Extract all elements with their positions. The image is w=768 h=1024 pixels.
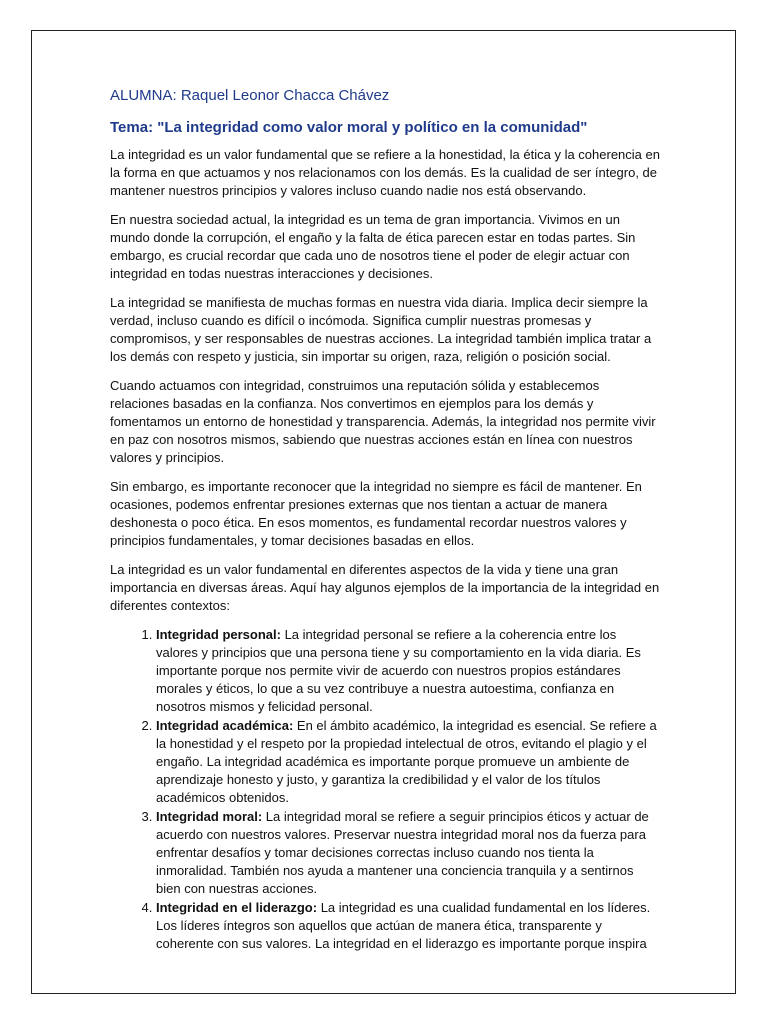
paragraph-2: En nuestra sociedad actual, la integridad es un tema de gran importancia. Vivimos en un mundo donde la corrupción, el engaño y la falta de ética parecen estar en todas partes. Sin embargo, es crucial recordar que cada uno de nosotros tiene el poder de elegir actuar con integridad en todas nuestras interacciones y decisiones.: [110, 212, 636, 281]
paragraph-4: Cuando actuamos con integridad, construimos una reputación sólida y establecemos relaciones basadas en la confianza. Nos convertimos en ejemplos para los demás y fomentamos un entorno de honestidad y transparencia. Además, la integridad nos permite vivir en paz con nosotros mismos, sabiendo que nuestras acciones están en línea con nuestros valores y principios.: [110, 378, 656, 465]
document-topic: Tema: "La integridad como valor moral y político en la comunidad": [110, 119, 588, 136]
paragraph-3: La integridad se manifiesta de muchas formas en nuestra vida diaria. Implica decir siempre la verdad, incluso cuando es difícil o incómoda. Significa cumplir nuestras promesas y compromisos, y ser responsables de nuestras acciones. La integridad también implica tratar a los demás con respeto y justicia, sin importar su origen, raza, religión o posición social.: [110, 295, 652, 364]
list-item-title: Integridad en el liderazgo:: [156, 900, 318, 915]
list-item-text: La integridad es una cualidad fundamental en los líderes. Los líderes íntegros son aquellos que actúan de manera ética, transparente y coherente con sus valores. La integridad en el liderazgo es importante porque inspira: [156, 900, 651, 951]
document-body: [110, 86, 660, 954]
paragraph-6: La integridad es un valor fundamental en diferentes aspectos de la vida y tiene una gran importancia en diversas áreas. Aquí hay algunos ejemplos de la importancia de la integridad en diferentes contextos:: [110, 562, 660, 613]
list-item-text: La integridad personal se refiere a la coherencia entre los valores y principios que una persona tiene y su comportamiento en la vida diaria. Es importante porque nos permite vivir de acuerdo con nuestros propios estándares morales y éticos, lo que a su vez contribuye a nuestra autoestima, confianza en nosotros mismos y felicidad personal.: [156, 627, 641, 714]
paragraph-1: La integridad es un valor fundamental que se refiere a la honestidad, la ética y la coherencia en la forma en que actuamos y nos relacionamos con los demás. Es la cualidad de ser íntegro, de mantener nuestros principios y valores incluso cuando nadie nos está observando.: [110, 147, 660, 198]
list-item: [156, 717, 660, 807]
list-item: [156, 808, 660, 898]
list-item: [156, 626, 660, 716]
list-item-text: En el ámbito académico, la integridad es esencial. Se refiere a la honestidad y el respeto por la propiedad intelectual de otros, evitando el plagio y el engaño. La integridad académica es importante porque promueve un ambiente de aprendizaje honesto y justo, y garantiza la credibilidad y el valor de los títulos académicos obtenidos.: [156, 718, 657, 805]
paragraph-5: Sin embargo, es importante reconocer que la integridad no siempre es fácil de mantener. En ocasiones, podemos enfrentar presiones externas que nos tientan a actuar de manera deshonesta o poco ética. En esos momentos, es fundamental recordar nuestros valores y principios fundamentales, y tomar decisiones basadas en ellos.: [110, 479, 642, 548]
list-item-text: La integridad moral se refiere a seguir principios éticos y actuar de acuerdo con nuestros valores. Preservar nuestra integridad moral nos da fuerza para enfrentar desafíos y tomar decisiones correctas incluso cuando nos tienta la inmoralidad. También nos ayuda a mantener una conciencia tranquila y a sentirnos bien con nuestras acciones.: [156, 809, 649, 896]
list-item-title: Integridad académica:: [156, 718, 294, 733]
integrity-list: [110, 626, 660, 953]
student-name: ALUMNA: Raquel Leonor Chacca Chávez: [110, 87, 390, 104]
list-item-title: Integridad moral:: [156, 809, 263, 824]
list-item: [156, 899, 660, 953]
list-item-title: Integridad personal:: [156, 627, 281, 642]
